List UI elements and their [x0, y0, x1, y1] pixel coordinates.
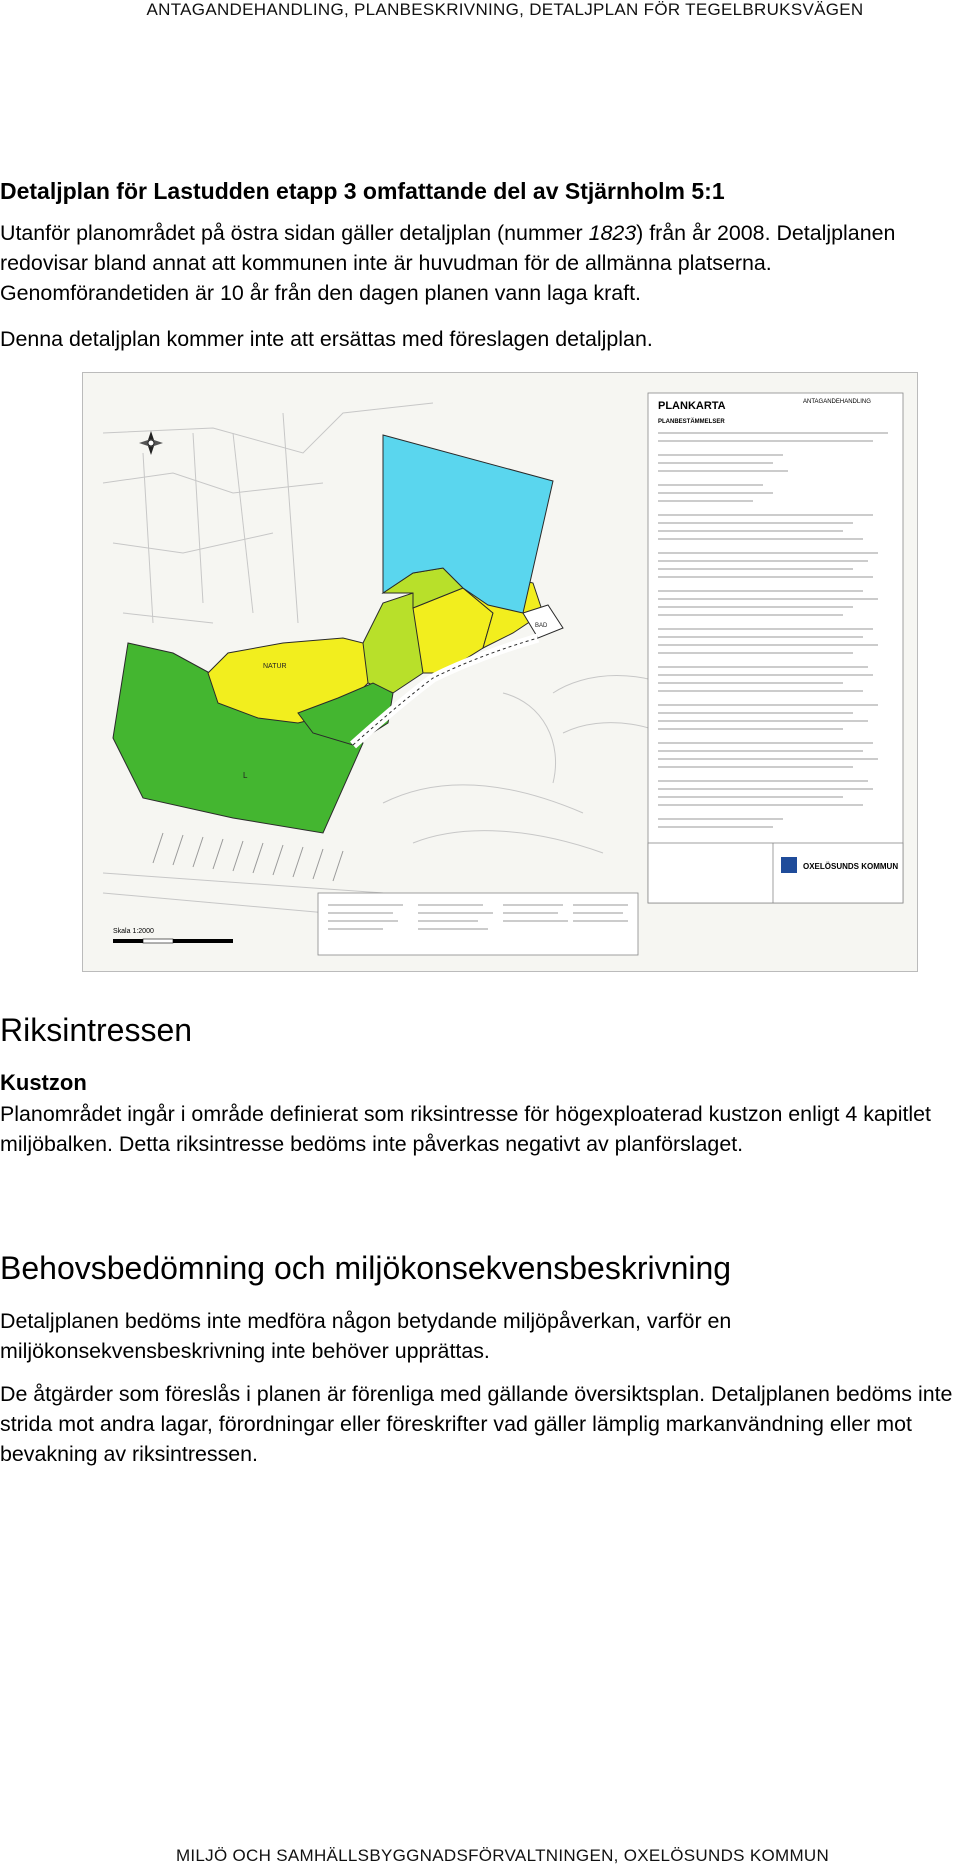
section-title-detaljplan: Detaljplan för Lastudden etapp 3 omfattande del av Stjärnholm 5:1	[0, 178, 725, 204]
running-footer: MILJÖ OCH SAMHÄLLSBYGGNADSFÖRVALTNINGEN, OXELÖSUNDS KOMMUN	[175, 1846, 830, 1865]
heading-riksintressen: Riksintressen	[0, 1012, 193, 1048]
running-header: ANTAGANDEHANDLING, PLANBESKRIVNING, DETALJPLAN FÖR TEGELBRUKSVÄGEN	[146, 0, 864, 19]
map-label-bad: BAD	[535, 623, 548, 629]
hatched-area	[153, 833, 343, 881]
paragraph-text: ) från år 2008. Detaljplanen redovisar bland annat att kommunen inte är huvudman för de allmänna platserna. Genomförandetiden är 10 år från den dagen planen vann laga kraft.	[0, 221, 896, 305]
paragraph-detaljplan-1	[0, 218, 960, 308]
heading-behovsbedomning: Behovsbedömning och miljökonsekvensbeskrivning	[0, 1250, 732, 1286]
plankarta-image	[82, 372, 918, 972]
scale-text: Skala 1:2000	[113, 928, 154, 935]
legend-panel	[648, 393, 903, 903]
legend-heading: PLANBESTÄMMELSER	[658, 419, 725, 425]
paragraph-behovsbedomning-1: Detaljplanen bedöms inte medföra någon betydande miljöpåverkan, varför en miljökonsekvensbeskrivning inte behöver upprättas.	[0, 1309, 732, 1363]
kommun-name: OXELÖSUNDS KOMMUN	[803, 862, 899, 871]
map-label-natur: NATUR	[263, 663, 287, 670]
paragraph-detaljplan-2: Denna detaljplan kommer inte att ersättas med föreslagen detaljplan.	[0, 327, 653, 351]
bottom-legend	[318, 893, 638, 955]
status-stamp: ANTAGANDEHANDLING	[803, 399, 871, 405]
paragraph-text: Utanför planområdet på östra sidan gäller detaljplan (nummer	[0, 221, 589, 245]
north-arrow-icon	[139, 431, 163, 455]
map-label-l: L	[243, 771, 248, 780]
paragraph-kustzon: Planområdet ingår i område definierat som riksintresse för högexploaterad kustzon enligt 4 kapitlet miljöbalken. Detta riksintresse bedöms inte påverkas negativt av planförslaget.	[0, 1102, 931, 1156]
plankarta-title: PLANKARTA	[658, 400, 726, 412]
paragraph-behovsbedomning-2: De åtgärder som föreslås i planen är förenliga med gällande översiktsplan. Detaljplanen bedöms inte strida mot andra lagar, förordningar eller föreskrifter vad gäller lämplig markanvändning eller mot bevakning av riksintressen.	[0, 1382, 953, 1466]
subheading-kustzon: Kustzon	[0, 1070, 87, 1095]
scale-bar	[113, 939, 233, 943]
plan-number: 1823	[588, 221, 637, 245]
kommun-logo-icon	[781, 857, 797, 873]
